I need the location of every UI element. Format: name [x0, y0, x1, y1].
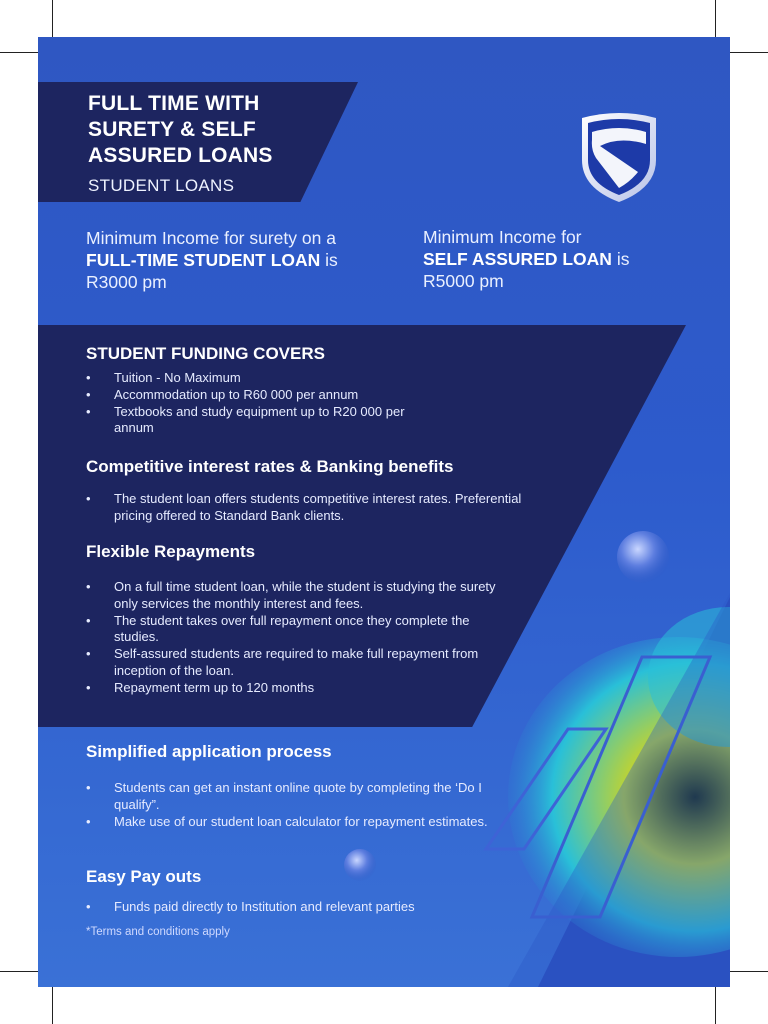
terms-note: *Terms and conditions apply	[86, 926, 230, 938]
funding-heading: STUDENT FUNDING COVERS	[86, 344, 325, 363]
application-list	[86, 780, 496, 830]
crop-mark	[715, 0, 716, 40]
income-surety	[86, 227, 386, 293]
list-item: • Accommodation up to R60 000 per annum	[86, 387, 446, 404]
crop-mark	[728, 52, 768, 53]
flyer	[38, 37, 730, 987]
page-title: FULL TIME WITH SURETY & SELF ASSURED LOANS	[88, 92, 273, 167]
list-item: • The student takes over full repayment once they complete the studies.	[86, 613, 516, 647]
list-item: • Repayment term up to 120 months	[86, 680, 516, 697]
income-self-suffix: is	[611, 249, 630, 269]
income-self-amount: R5000 pm	[423, 271, 504, 291]
crop-mark	[728, 971, 768, 972]
income-self-assured	[423, 226, 683, 292]
income-surety-amount: R3000 pm	[86, 272, 167, 292]
income-self-prefix: Minimum Income for	[423, 227, 582, 247]
application-heading: Simplified application process	[86, 742, 332, 761]
income-self-loan-type: SELF ASSURED LOAN	[423, 249, 612, 269]
funding-list	[86, 370, 446, 437]
rates-heading: Competitive interest rates & Banking benefits	[86, 457, 454, 476]
shield-logo-icon	[578, 110, 660, 204]
income-surety-loan-type: FULL-TIME STUDENT LOAN	[86, 250, 321, 270]
crop-mark	[0, 971, 40, 972]
list-item: • Self-assured students are required to make full repayment from inception of the loan.	[86, 646, 516, 680]
crop-mark	[0, 52, 40, 53]
crop-mark	[715, 984, 716, 1024]
list-item: • Funds paid directly to Institution and relevant parties	[86, 899, 506, 916]
list-item: • Textbooks and study equipment up to R20 000 per annum	[86, 404, 446, 438]
list-item: • On a full time student loan, while the student is studying the surety only services the monthly interest and fees.	[86, 579, 516, 613]
crop-mark	[52, 984, 53, 1024]
list-item: • Make use of our student loan calculator for repayment estimates.	[86, 814, 496, 831]
payouts-list	[86, 899, 506, 916]
repayments-list	[86, 579, 516, 697]
rates-list	[86, 491, 526, 525]
payouts-heading: Easy Pay outs	[86, 867, 202, 886]
list-item: • Students can get an instant online quote by completing the ‘Do I qualify”.	[86, 780, 496, 814]
crop-mark	[52, 0, 53, 40]
repayments-heading: Flexible Repayments	[86, 542, 256, 561]
list-item: • The student loan offers students competitive interest rates. Preferential pricing offered to Standard Bank clients.	[86, 491, 526, 525]
page-subtitle: STUDENT LOANS	[88, 176, 235, 195]
income-surety-suffix: is	[320, 250, 338, 270]
income-surety-prefix: Minimum Income for surety on a	[86, 228, 336, 248]
list-item: • Tuition - No Maximum	[86, 370, 446, 387]
